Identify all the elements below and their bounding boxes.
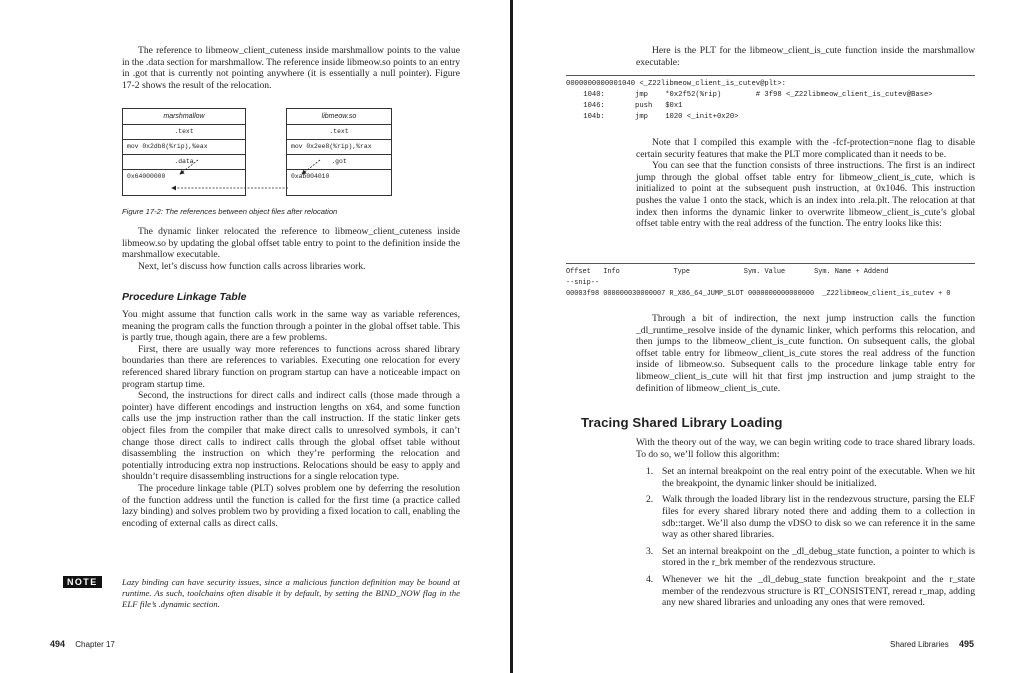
- list-number: 4.: [646, 573, 654, 585]
- paragraph: The reference to libmeow_client_cuteness inside marshmallow points to the value in the .data section for marshmallow. The reference inside libmeow.so points to an entry in .got that is currently not pointing anywhere (it is essentially a null pointer). Figure 17-2 shows the result of the relocation.: [122, 45, 460, 91]
- code-line: --snip--: [566, 279, 600, 287]
- algorithm-list: [636, 466, 975, 609]
- left-text-column: [122, 45, 460, 91]
- address-value: 0xab004010: [291, 173, 330, 180]
- left-text-column-2: [122, 226, 460, 272]
- paragraph: Through a bit of indirection, the next jump instruction calls the function _dl_runtime_resolve inside of the dynamic linker, which performs this relocation, and then jumps to the libmeow_client_is_cute function. On subsequent calls, the global offset table entry for libmeow_client_is_cute stores the real address of the function inside of libmeow.so. Subsequent calls to the procedure linkage table entry for libmeow_client_is_cute will hit that first jmp instruction and jump straight to the definition of libmeow_client_is_cute.: [636, 313, 975, 394]
- list-text: Whenever we hit the _dl_debug_state function breakpoint and the r_state member of the rendezvous structure is RT_CONSISTENT, reread r_map, adding any new shared libraries and unloading any ones that were removed.: [662, 573, 975, 609]
- note-text: Lazy binding can have security issues, since a malicious function definition may be bound at runtime. As such, toolchains often disable it by default, by setting the BIND_NOW flag in the ELF file’s .dynamic section.: [122, 577, 460, 609]
- paragraph: Next, let’s discuss how function calls across libraries work.: [138, 260, 366, 272]
- page-number: 494: [50, 639, 66, 649]
- paragraph: Note that I compiled this example with the -fcf-protection=none flag to disable certain security features that make the PLT more complicated than it needs to be.: [636, 137, 975, 160]
- left-section: [122, 291, 460, 303]
- relocation-code-block: [566, 267, 951, 300]
- code-line: 1040: jmp *0x2f52(%rip) # 3f98 <_Z22libmeow_client_is_cutev@Base>: [566, 91, 933, 99]
- code-line: 104b: jmp 1020 <_init+0x20>: [566, 113, 739, 121]
- arrow-libmeow: [302, 160, 320, 174]
- right-body: [636, 437, 975, 614]
- right-section: [581, 415, 975, 430]
- code-line: 0000000000001040 <_Z22libmeow_client_is_cutev@plt>:: [566, 80, 786, 88]
- list-text: Set an internal breakpoint on the real entry point of the executable. When we hit the breakpoint, the dynamic linker should be initialized.: [662, 466, 975, 489]
- paragraph: Here is the PLT for the libmeow_client_is_cute function inside the marshmallow executable:: [636, 45, 975, 68]
- box-title: libmeow.so: [287, 109, 391, 125]
- section-heading: Procedure Linkage Table: [122, 291, 247, 303]
- section-label: .got: [287, 155, 391, 170]
- list-item: [636, 466, 975, 489]
- section-label: .text: [123, 125, 245, 140]
- chapter-label: Chapter 17: [75, 640, 115, 649]
- paragraph: The procedure linkage table (PLT) solves problem one by deferring the resolution of the function address until the function is called for the first time (a practice called lazy binding) and solves problem two by providing a fixed location to call, enabling the encoding of external calls as direct calls.: [122, 482, 460, 529]
- paragraph: Second, the instructions for direct calls and indirect calls (those made through a pointer) have different encodings and instruction lengths on x64, and some function calls use the jmp instruction rather than the call instruction. If the static linker gets object files from the compiler that make direct calls to unresolved symbols, it can’t change those direct calls to indirect calls through the global offset table without disassembling the instruction on which they’re performing the relocation and potentially introducing extra nop instructions. Relocations should be easy to apply and shouldn’t require disassembling instructions for a single relocation type.: [122, 390, 460, 483]
- left-body: [122, 309, 460, 529]
- right-text-column: [636, 45, 975, 68]
- relocation-arrows: [122, 108, 392, 203]
- right-text-column-3: [636, 313, 975, 394]
- code-line: 00003f98 000000030000007 R_X86_64_JUMP_SLOT 0000000000000000 _Z22libmeow_client_is_cutev + 0: [566, 290, 951, 298]
- list-text: Walk through the loaded library list in the rendezvous structure, parsing the ELF files for every shared library noted there and adding them to a collection in sdb::target. We’ll also dump the vDSO to disk so we can reference it in the same way as other shared libraries.: [662, 494, 975, 541]
- list-item: [636, 574, 975, 609]
- page-number: 495: [958, 639, 974, 649]
- list-number: 3.: [646, 545, 654, 557]
- paragraph: With the theory out of the way, we can begin writing code to trace shared library loads. To do so, we’ll follow this algorithm:: [636, 437, 975, 460]
- arrow-marshmallow: [180, 160, 198, 174]
- list-number: 1.: [646, 466, 654, 478]
- figure-caption: Figure 17-2: The references between object files after relocation: [122, 207, 338, 216]
- left-footer: [50, 639, 115, 649]
- note-box: [122, 577, 460, 610]
- right-text-column-2: [636, 137, 975, 230]
- left-page: [0, 0, 510, 673]
- paragraph: You can see that the function consists of three instructions. The first is an indirect jump through the global offset table entry for libmeow_client_is_cute, which is initialized to point at the subsequent push instruction, at 0x1046. This instruction pushes the value 1 onto the stack, which is an index into .rela.plt. The relocation at that index then informs the dynamic linker to overwrite libmeow_client_is_cute’s global offset table entry with the real address of the function. The entry looks like this:: [636, 160, 975, 230]
- code-rule: [566, 75, 975, 76]
- section-label: .data: [123, 155, 245, 170]
- instruction: mov 0x2db8(%rip),%eax: [123, 140, 245, 155]
- code-line: 1046: push $0x1: [566, 102, 683, 110]
- paragraph: The dynamic linker relocated the reference to libmeow_client_cuteness inside libmeow.so by updating the global offset table entry to point to the definition inside the marshmallow executable.: [122, 226, 460, 261]
- code-rule: [566, 263, 975, 264]
- list-item: [636, 494, 975, 540]
- plt-code-block: [566, 79, 933, 123]
- list-text: Set an internal breakpoint on the _dl_debug_state function, a pointer to which is stored in the r_brk member of the rendezvous structure.: [662, 545, 975, 569]
- box-title: marshmallow: [123, 109, 245, 125]
- section-label: .text: [287, 125, 391, 140]
- figure-17-2: [122, 108, 392, 203]
- code-line: Offset Info Type Sym. Value Sym. Name + Addend: [566, 268, 889, 276]
- footer-title: Shared Libraries: [890, 640, 949, 649]
- right-page: [513, 0, 1024, 673]
- list-item: [636, 546, 975, 569]
- section-heading: Tracing Shared Library Loading: [581, 415, 783, 430]
- address-value: 0x64000000: [127, 173, 166, 180]
- note-label: NOTE: [63, 576, 102, 588]
- right-footer: [890, 639, 974, 649]
- paragraph: First, there are usually way more references to functions across shared library boundaries than there are references to variables. Executing one relocation for every referenced shared library function on program startup can have a noticeable impact on program startup time.: [122, 343, 460, 390]
- instruction: mov 0x2ee8(%rip),%rax: [287, 140, 391, 155]
- paragraph: You might assume that function calls work in the same way as variable references, meaning the program calls the function through a pointer in the global offset table. This is partly true, though again, there are a few problems.: [122, 309, 460, 344]
- list-number: 2.: [646, 494, 654, 506]
